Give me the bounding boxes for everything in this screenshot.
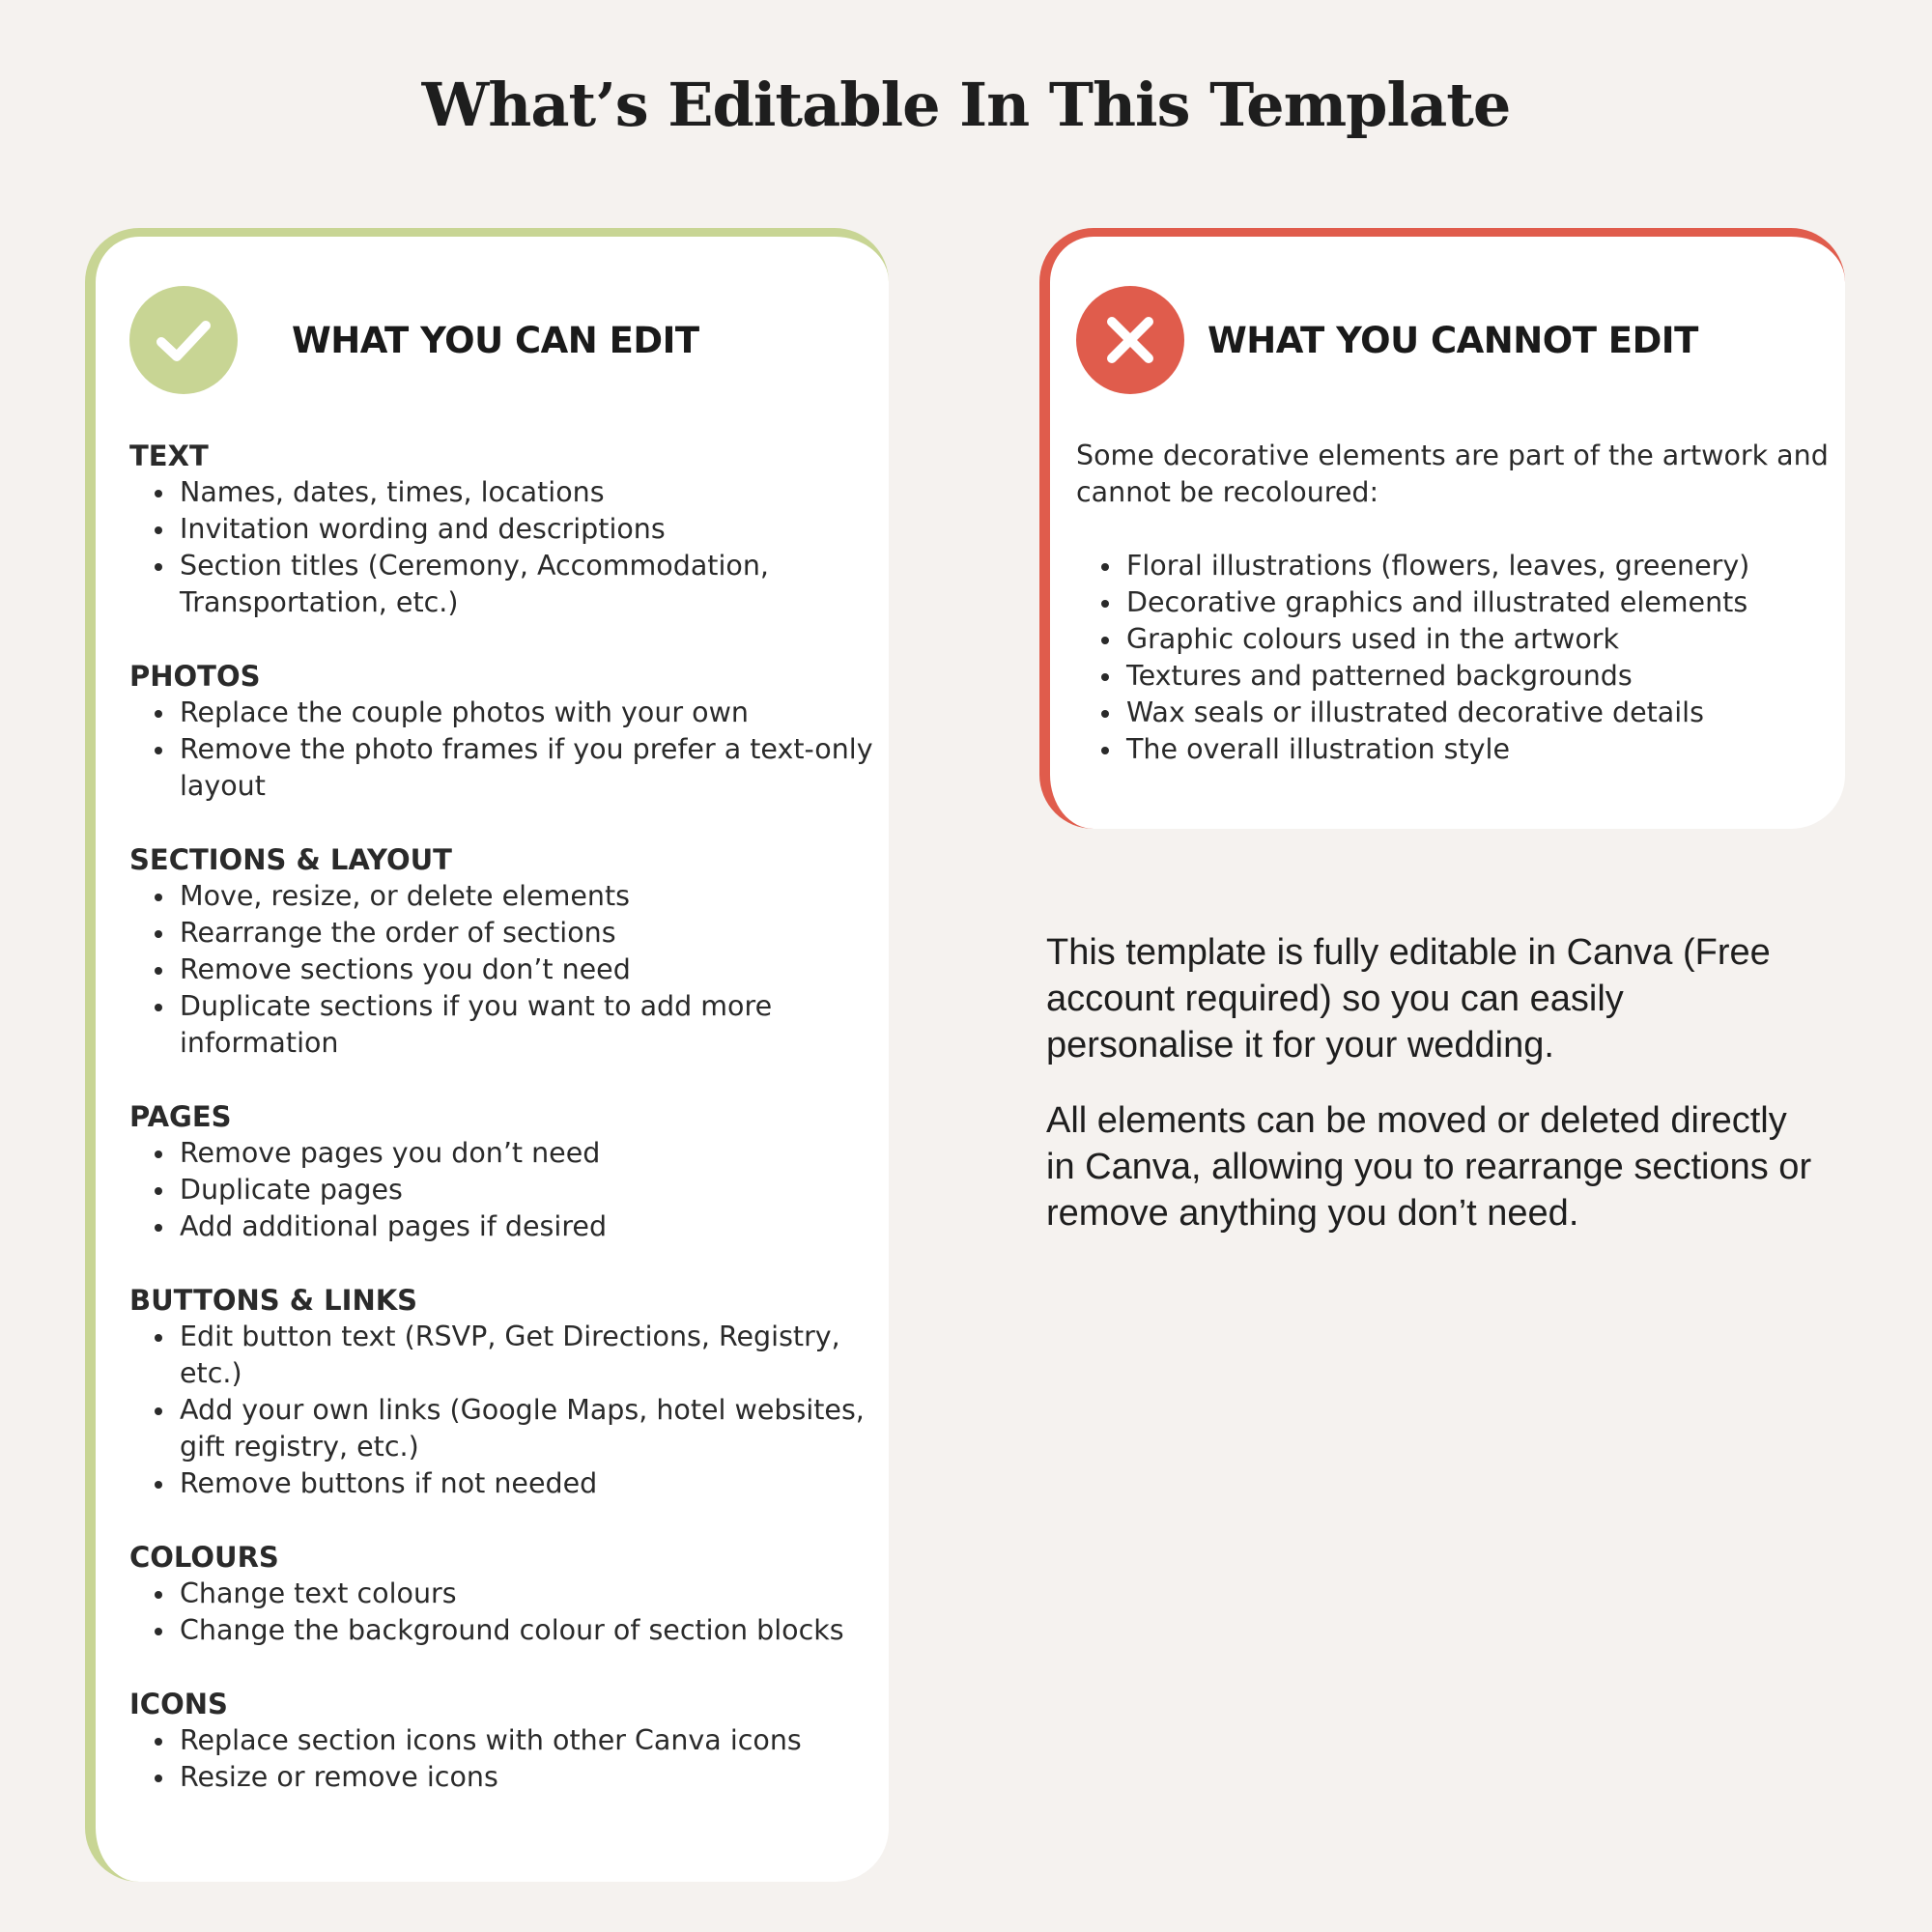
cannot-edit-header — [1076, 286, 1698, 394]
list-item: Rearrange the order of sections — [155, 915, 873, 952]
can-edit-section — [129, 1098, 873, 1245]
cannot-edit-card — [1039, 228, 1845, 829]
info-paragraph: This template is fully editable in Canva (Free account required) so you can easily personalise it for your wedding. — [1046, 932, 1771, 1065]
can-edit-section — [129, 658, 873, 805]
cross-icon — [1076, 286, 1184, 394]
info-paragraph: All elements can be moved or deleted directly in Canva, allowing you to rearrange sections or remove anything you don’t need. — [1046, 1100, 1812, 1234]
list-item: Change the background colour of section blocks — [155, 1612, 873, 1649]
section-title: SECTIONS & LAYOUT — [129, 843, 452, 876]
page-title: What’s Editable In This Template — [421, 70, 1511, 140]
list-item: Move, resize, or delete elements — [155, 878, 873, 915]
cannot-edit-body — [1076, 438, 1839, 768]
section-title: PAGES — [129, 1100, 232, 1133]
section-list — [129, 695, 873, 805]
section-list — [129, 878, 873, 1062]
list-item: The overall illustration style — [1101, 731, 1839, 768]
list-item: Invitation wording and descriptions — [155, 511, 873, 548]
can-edit-heading: WHAT YOU CAN EDIT — [292, 319, 699, 361]
can-edit-header — [129, 286, 699, 394]
can-edit-section — [129, 1686, 873, 1796]
section-title: PHOTOS — [129, 660, 261, 693]
can-edit-section — [129, 1539, 873, 1649]
list-item: Replace the couple photos with your own — [155, 695, 873, 731]
section-title: COLOURS — [129, 1541, 279, 1574]
list-item: Textures and patterned backgrounds — [1101, 658, 1839, 695]
can-edit-section — [129, 1282, 873, 1502]
section-list — [129, 474, 873, 621]
can-edit-card — [85, 228, 889, 1882]
cannot-edit-intro: Some decorative elements are part of the artwork and cannot be recoloured: — [1076, 440, 1829, 508]
list-item: Duplicate pages — [155, 1172, 873, 1208]
section-list — [129, 1135, 873, 1245]
list-item: Remove buttons if not needed — [155, 1465, 873, 1502]
info-text — [1046, 929, 1819, 1265]
section-title: TEXT — [129, 440, 209, 472]
section-list — [129, 1319, 873, 1502]
can-edit-section — [129, 841, 873, 1062]
list-item: Remove the photo frames if you prefer a text-only layout — [155, 731, 873, 805]
list-item: Duplicate sections if you want to add more information — [155, 988, 873, 1062]
section-title: BUTTONS & LINKS — [129, 1284, 418, 1317]
list-item: Section titles (Ceremony, Accommodation, Transportation, etc.) — [155, 548, 873, 621]
list-item: Edit button text (RSVP, Get Directions, Registry, etc.) — [155, 1319, 873, 1392]
list-item: Add your own links (Google Maps, hotel websites, gift registry, etc.) — [155, 1392, 873, 1465]
cannot-edit-heading: WHAT YOU CANNOT EDIT — [1208, 319, 1698, 361]
list-item: Floral illustrations (flowers, leaves, greenery) — [1101, 548, 1839, 584]
can-edit-sections — [129, 438, 873, 1833]
list-item: Decorative graphics and illustrated elements — [1101, 584, 1839, 621]
list-item: Add additional pages if desired — [155, 1208, 873, 1245]
list-item: Remove sections you don’t need — [155, 952, 873, 988]
list-item: Resize or remove icons — [155, 1759, 873, 1796]
list-item: Remove pages you don’t need — [155, 1135, 873, 1172]
list-item: Graphic colours used in the artwork — [1101, 621, 1839, 658]
section-list — [129, 1576, 873, 1649]
section-list — [129, 1722, 873, 1796]
list-item: Replace section icons with other Canva icons — [155, 1722, 873, 1759]
list-item: Change text colours — [155, 1576, 873, 1612]
list-item: Wax seals or illustrated decorative details — [1101, 695, 1839, 731]
section-title: ICONS — [129, 1688, 228, 1720]
cannot-edit-list — [1076, 548, 1839, 768]
list-item: Names, dates, times, locations — [155, 474, 873, 511]
can-edit-section — [129, 438, 873, 621]
check-icon — [129, 286, 238, 394]
